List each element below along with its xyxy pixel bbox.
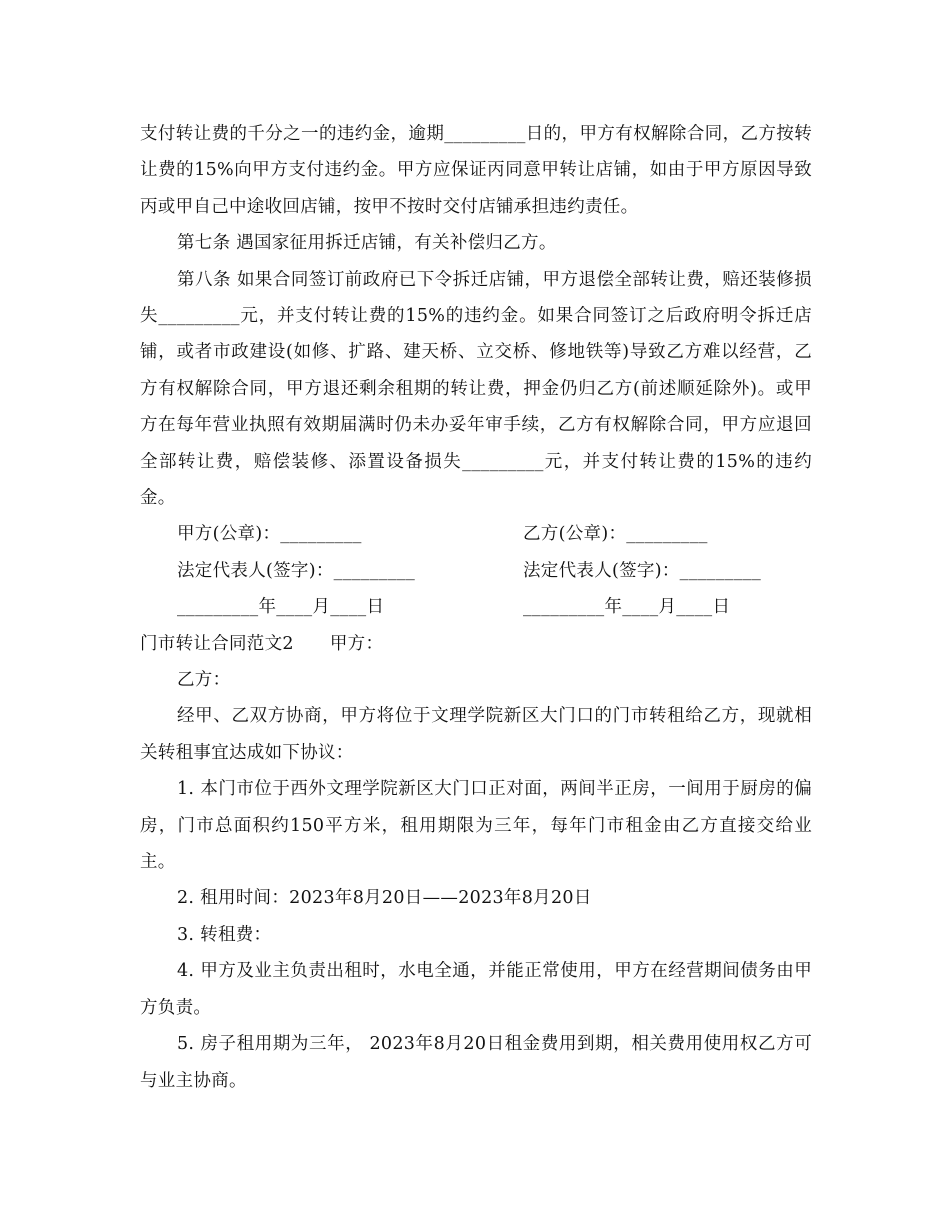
clause-5: 5. 房子租用期为三年， 2023年8月20日租金费用到期，相关费用使用权乙方可与业主协商。 bbox=[140, 1034, 812, 1091]
sample2-heading bbox=[140, 626, 812, 662]
clause-1: 1. 本门市位于西外文理学院新区大门口正对面，两间半正房，一间用于厨房的偏房，门市总面积约150平方米，租用期限为三年，每年门市租金由乙方直接交给业主。 bbox=[140, 779, 812, 873]
signature-row-legal-rep bbox=[140, 553, 812, 589]
clause-2: 2. 租用时间：2023年8月20日——2023年8月20日 bbox=[177, 888, 592, 909]
document-body bbox=[140, 116, 812, 1099]
date-a: _________年____月____日 bbox=[177, 597, 385, 618]
party-b-seal: 乙方(公章)：_________ bbox=[523, 524, 708, 545]
legal-rep-b: 法定代表人(签字)：_________ bbox=[523, 560, 762, 581]
signature-row-date bbox=[140, 589, 812, 625]
sample2-party-b: 乙方： bbox=[177, 670, 231, 691]
date-b: _________年____月____日 bbox=[523, 597, 731, 618]
paragraph-penalty-continued: 支付转让费的千分之一的违约金，逾期_________日的，甲方有权解除合同，乙方按转让费的15%向甲方支付违约金。甲方应保证丙同意甲转让店铺，如由于甲方原因导致丙或甲自己中途收回店铺，按甲不按时交付店铺承担违约责任。 bbox=[140, 124, 812, 217]
article-8: 第八条 如果合同签订前政府已下令拆迁店铺，甲方退偿全部转让费，赔还装修损失_________元，并支付转让费的15%的违约金。如果合同签订之后政府明令拆迁店铺，或者市政建设(如修、扩路、建天桥、立交桥、修地铁等)导致乙方难以经营，乙方有权解除合同，甲方退还剩余租期的转让费，押金仍归乙方(前述顺延除外)。或甲方在每年营业执照有效期届满时仍未办妥年审手续，乙方有权解除合同，甲方应退回全部转让费，赔偿装修、添置设备损失_________元，并支付转让费的15%的违约金。 bbox=[140, 269, 812, 509]
article-7: 第七条 遇国家征用拆迁店铺，有关补偿归乙方。 bbox=[177, 233, 557, 254]
sample2-title: 门市转让合同范文2 bbox=[140, 633, 294, 654]
clause-4: 4. 甲方及业主负责出租时，水电全通，并能正常使用，甲方在经营期间债务由甲方负责。 bbox=[140, 961, 812, 1018]
sample2-intro: 经甲、乙双方协商，甲方将位于文理学院新区大门口的门市转租给乙方，现就相关转租事宜达成如下协议： bbox=[140, 706, 812, 763]
signature-row-seal bbox=[140, 516, 812, 552]
sample2-party-a: 甲方： bbox=[329, 633, 384, 654]
clause-3: 3. 转租费： bbox=[177, 924, 272, 945]
party-a-seal: 甲方(公章)：_________ bbox=[177, 524, 362, 545]
legal-rep-a: 法定代表人(签字)：_________ bbox=[177, 560, 416, 581]
